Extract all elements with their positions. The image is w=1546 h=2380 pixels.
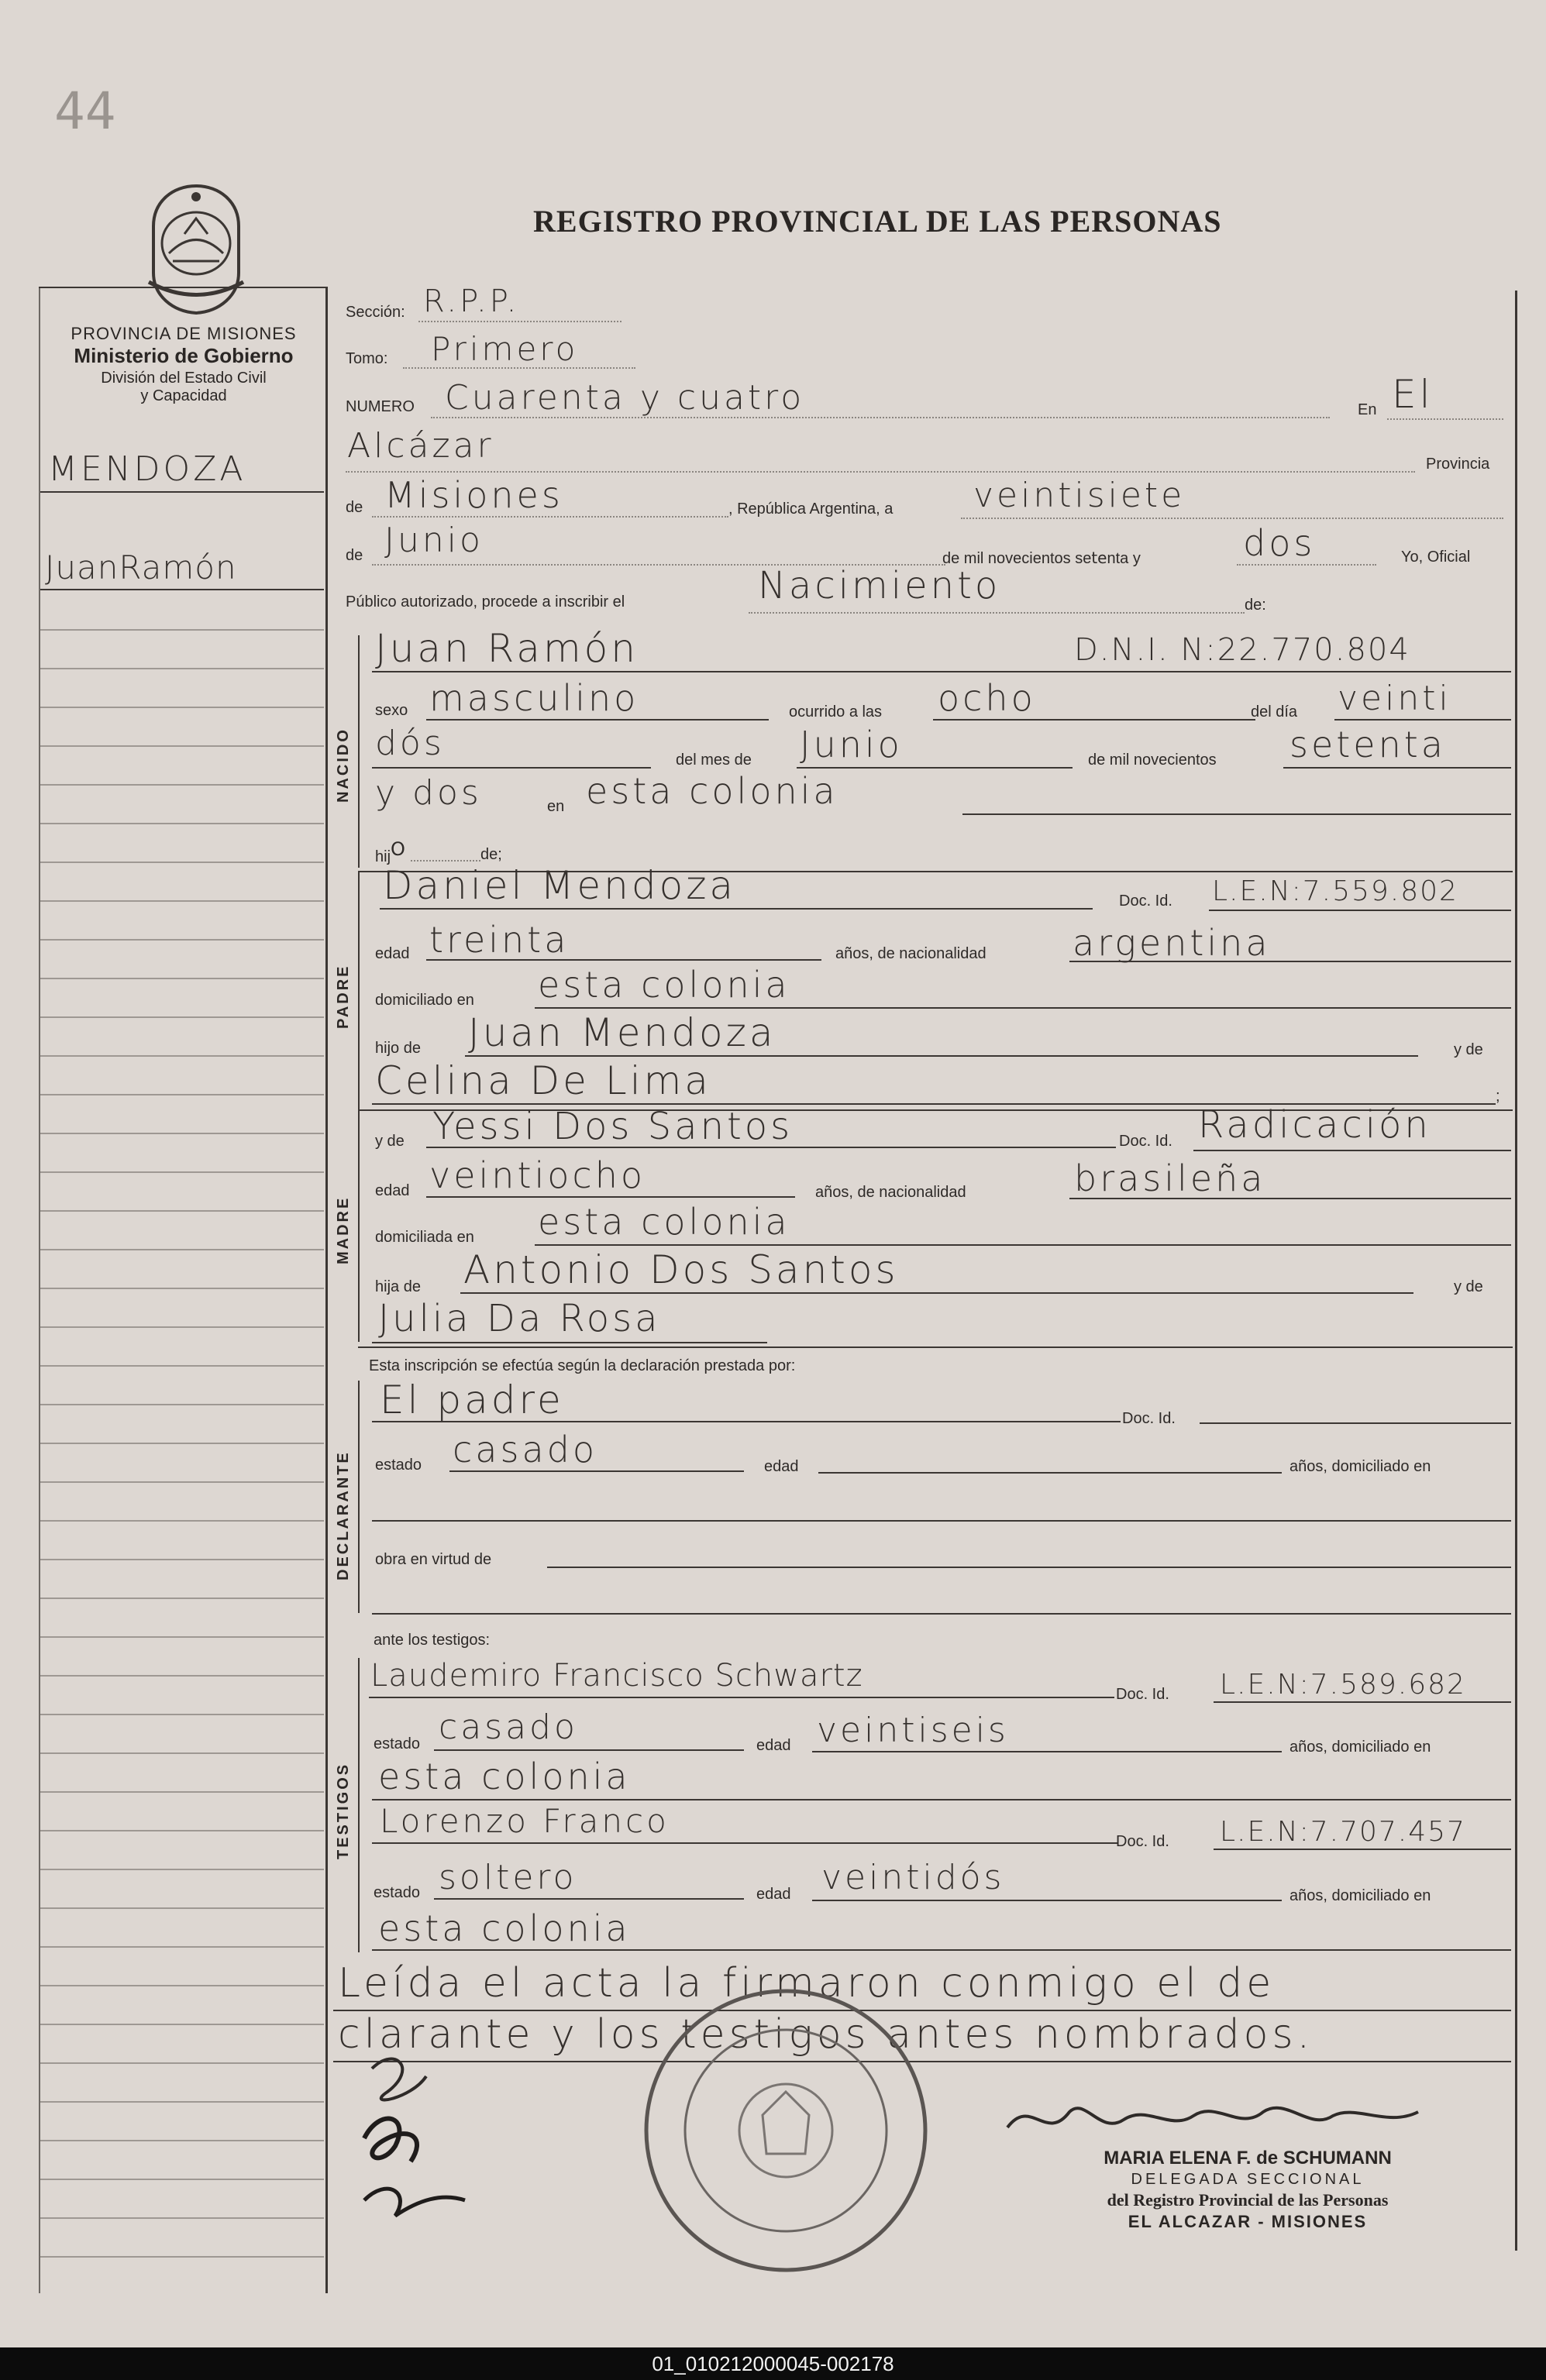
lugar-nac-rule (962, 813, 1511, 815)
margin-rule (40, 900, 324, 902)
hijo-de-label: de; (480, 846, 502, 863)
margin-surname-rule (40, 491, 324, 493)
testigo1-doc-rule (1214, 1701, 1511, 1703)
margin-rule (40, 2140, 324, 2141)
testigos-section-label: TESTIGOS (335, 1762, 352, 1859)
madre-section-label: MADRE (335, 1195, 352, 1264)
dia-nac-a: veinti (1338, 679, 1451, 718)
margin-rule (40, 2179, 324, 2180)
margin-rule (40, 707, 324, 708)
madre-doc-rule (1193, 1150, 1511, 1151)
declarante-estado-rule (449, 1470, 744, 1472)
testigo2-estado-label: estado (374, 1884, 421, 1901)
mes-label: del mes de (676, 751, 752, 769)
margin-rule (40, 1946, 324, 1948)
de2-label: de (346, 547, 363, 564)
declarante-bracket (358, 1381, 360, 1613)
hora-value: ocho (938, 677, 1036, 719)
testigo2-edad-label: edad (756, 1886, 791, 1903)
nacido-dni: D.N.I. N:22.770.804 (1074, 632, 1410, 668)
margin-rule (40, 1443, 324, 1444)
declarante-top-rule (358, 1346, 1513, 1348)
margin-rule (40, 1636, 324, 1638)
margin-rule (40, 1288, 324, 1289)
madre-doc: Radicación (1198, 1103, 1431, 1147)
anio-dots (1237, 564, 1376, 566)
declarante-section-label: DECLARANTE (335, 1450, 352, 1580)
margin-rule (40, 2101, 324, 2103)
mes-nac: Junio (800, 724, 903, 765)
margin-rule (40, 1752, 324, 1754)
right-frame-line (1515, 291, 1517, 2251)
ocurrido-label: ocurrido a las (789, 703, 883, 721)
margin-rule (40, 1404, 324, 1405)
mes-nac-rule (797, 767, 1073, 769)
padre-doc-label: Doc. Id. (1119, 892, 1172, 910)
madre-padre-de: Antonio Dos Santos (463, 1247, 899, 1292)
madre-y-de2-label: y de (1454, 1278, 1483, 1295)
testigo2-doc-rule (1214, 1849, 1511, 1850)
madre-edad-rule (426, 1196, 795, 1198)
declarante-intro: Esta inscripción se efectúa según la declaración prestada por: (369, 1357, 796, 1374)
margin-rule (40, 784, 324, 786)
margin-rule (40, 2217, 324, 2219)
signer-place: EL ALCAZAR - MISIONES (1128, 2212, 1368, 2231)
delegate-signature-icon (1000, 2089, 1434, 2151)
acto-value: Nacimiento (758, 564, 1001, 607)
anio-nac-label: de mil novecientos (1088, 751, 1217, 769)
testigo2-nombre-rule (372, 1842, 1117, 1844)
padre-nombre: Daniel Mendoza (383, 863, 737, 908)
declarante-nombre-rule (372, 1421, 1121, 1422)
madre-nac-label: años, de nacionalidad (815, 1184, 966, 1201)
sidebar-border (325, 287, 328, 2293)
dia-a-rule (1334, 719, 1511, 721)
margin-rule (40, 1791, 324, 1793)
margin-rule (40, 823, 324, 824)
declarante-nombre: El padre (380, 1377, 564, 1422)
madre-hija-rule (460, 1292, 1413, 1294)
anio-label-a: de mil novecientos se (942, 550, 1092, 567)
signer-title: DELEGADA SECCIONAL (1131, 2171, 1365, 2188)
testigo2-estado: soltero (439, 1858, 577, 1897)
margin-rule (40, 1094, 324, 1095)
padre-edad-rule (426, 959, 821, 961)
madre-nac-rule (1069, 1198, 1511, 1199)
padre-hijo-label: hijo de (375, 1040, 421, 1057)
anio-nac-b: y dos (375, 773, 482, 813)
testigo1-nombre-rule (369, 1697, 1114, 1698)
margin-rule (40, 1133, 324, 1134)
margin-rule (40, 629, 324, 631)
testigo2-edad-rule (812, 1900, 1282, 1901)
sexo-value: masculino (429, 677, 639, 719)
declarante-obra-label: obra en virtud de (375, 1551, 492, 1568)
testigo2-doc-label: Doc. Id. (1116, 1833, 1169, 1850)
sidebar-ministry: Ministerio de Gobierno (74, 344, 294, 367)
madre-doc-label: Doc. Id. (1119, 1133, 1172, 1150)
lugar-dots (346, 471, 1415, 473)
sidebar-province: PROVINCIA DE MISIONES (71, 324, 297, 343)
padre-nombre-rule (380, 908, 1093, 910)
padre-bracket (358, 871, 360, 1134)
seccion-value: R.P.P. (423, 284, 520, 319)
nacido-lugar: esta colonia (586, 770, 838, 812)
acto-dots (749, 612, 1245, 614)
anio-label-b: nta y (1107, 550, 1141, 567)
declarante-anios-label: años, domiciliado en (1289, 1458, 1431, 1475)
testigo2-estado-rule (434, 1898, 744, 1900)
declarante-domicilio-rule (372, 1520, 1511, 1522)
testigos-intro: ante los testigos: (374, 1632, 491, 1649)
madre-nombre: Yessi Dos Santos (432, 1105, 794, 1148)
margin-rule (40, 1016, 324, 1018)
seccion-label: Sección: (346, 304, 405, 321)
madre-dom-rule (535, 1244, 1511, 1246)
testigo2-nombre: Lorenzo Franco (380, 1802, 670, 1840)
nacido-section-label: NACIDO (335, 727, 352, 803)
margin-rule (40, 1249, 324, 1250)
madre-madre-de-rule (372, 1342, 767, 1343)
testigo1-doc-label: Doc. Id. (1116, 1686, 1169, 1703)
margin-rule (40, 1210, 324, 1212)
sidebar-capacity: y Capacidad (140, 387, 227, 404)
closing-line2: clarante y los testigos antes nombrados. (338, 2011, 1314, 2058)
dia-dots (961, 518, 1503, 519)
testigo1-edad-rule (812, 1751, 1282, 1752)
margin-given-names: JuanRamón (45, 549, 237, 586)
margin-rule (40, 2024, 324, 2025)
margin-rule (40, 1830, 324, 1831)
sexo-label: sexo (375, 702, 408, 719)
margin-rule (40, 1365, 324, 1367)
margin-given-rule (40, 589, 324, 590)
signer-office: del Registro Provincial de las Personas (1107, 2190, 1389, 2210)
testigo2-edad: veintidós (821, 1858, 1005, 1897)
margin-rule (40, 862, 324, 863)
nacido-nombre-rule (372, 671, 1511, 672)
declarante-doc-rule (1200, 1422, 1511, 1424)
anio-value: dos (1243, 522, 1316, 564)
margin-rule (40, 1481, 324, 1483)
testigo2-doc: L.E.N:7.707.457 (1220, 1816, 1466, 1848)
testigo2-anios-label: años, domiciliado en (1289, 1887, 1431, 1904)
publico-label: Público autorizado, procede a inscribir el (346, 593, 625, 610)
signer-name: MARIA ELENA F. de SCHUMANN (1104, 2148, 1392, 2168)
testigo1-domicilio-rule (372, 1799, 1511, 1800)
padre-nac-label: años, de nacionalidad (835, 945, 986, 962)
mes-value: Junio (384, 521, 484, 560)
margin-surname: MENDOZA (48, 449, 246, 489)
anio-nac-a: setenta (1289, 724, 1446, 765)
margin-rule (40, 1714, 324, 1715)
numero-value: Cuarenta y cuatro (445, 378, 805, 418)
margin-rule (40, 1055, 324, 1057)
declarante-estado: casado (453, 1429, 597, 1470)
provincia-value: Misiones (384, 474, 563, 516)
republica-label: , República Argentina, a (728, 500, 894, 518)
declarante-obra-rule (547, 1567, 1511, 1568)
numero-label: NUMERO (346, 398, 415, 415)
page-number: 44 (54, 81, 116, 141)
padre-doc: L.E.N:7.559.802 (1212, 875, 1458, 907)
left-edge-line (39, 287, 40, 2293)
testigo2-domicilio: esta colonia (378, 1907, 631, 1949)
margin-rule (40, 1171, 324, 1173)
declarante-doc-label: Doc. Id. (1122, 1410, 1176, 1427)
margin-rule (40, 1675, 324, 1677)
padre-nac-rule (1069, 961, 1511, 962)
madre-madre-de: Julia Da Rosa (378, 1297, 661, 1340)
de3-label: de: (1245, 597, 1266, 614)
testigo1-estado-label: estado (374, 1735, 421, 1752)
margin-rule (40, 1985, 324, 1986)
provincia-label: Provincia (1426, 456, 1490, 473)
testigo1-estado: casado (439, 1708, 578, 1747)
testigo1-edad: veintiseis (817, 1711, 1009, 1750)
margin-rule (40, 1598, 324, 1599)
testigo1-estado-rule (434, 1749, 744, 1751)
padre-y-de-label: y de (1454, 1041, 1483, 1058)
madre-hija-label: hija de (375, 1278, 421, 1295)
anio-a-rule (1283, 767, 1511, 769)
testigo1-nombre: Laudemiro Francisco Schwartz (370, 1658, 863, 1694)
margin-rule (40, 745, 324, 747)
signature-block (1031, 2148, 1465, 2232)
testigo2-domicilio-rule (372, 1949, 1511, 1951)
oficial-label: Yo, Oficial (1401, 549, 1471, 566)
madre-domicilio: esta colonia (538, 1201, 790, 1243)
nacido-bracket (358, 635, 360, 868)
dia-nac-b: dós (375, 724, 445, 763)
hora-rule (933, 719, 1255, 721)
seccion-dots (418, 321, 621, 322)
madre-nacionalidad: brasileña (1074, 1157, 1266, 1199)
declarante-edad-label: edad (764, 1458, 799, 1475)
madre-nombre-rule (426, 1147, 1116, 1148)
declarante-obra-rule2 (372, 1613, 1511, 1615)
dia-label: del día (1251, 703, 1298, 721)
hijo-dots (411, 860, 480, 862)
declarante-edad-rule (818, 1472, 1282, 1474)
sexo-rule (426, 719, 769, 721)
witness-signatures-icon (341, 2038, 504, 2224)
testigos-bracket (358, 1658, 360, 1952)
sidebar-top-rule (39, 287, 327, 288)
padre-padre-de: Juan Mendoza (468, 1010, 776, 1055)
margin-rule (40, 939, 324, 941)
anio-label-fix: te (1091, 549, 1107, 567)
en-value: El (1392, 372, 1434, 417)
madre-edad-label: edad (375, 1182, 410, 1199)
hijo-label-a: hij (375, 848, 391, 865)
padre-doc-rule (1209, 910, 1511, 911)
lugar-en-label: en (547, 798, 565, 815)
document-title: REGISTRO PROVINCIAL DE LAS PERSONAS (533, 204, 1222, 239)
madre-edad: veintiocho (429, 1154, 646, 1196)
padre-edad-label: edad (375, 945, 410, 962)
tomo-label: Tomo: (346, 350, 388, 367)
en-dots (1387, 418, 1503, 420)
margin-rule (40, 2062, 324, 2064)
madre-dom-label: domiciliada en (375, 1229, 474, 1246)
sidebar-division: División del Estado Civil (101, 370, 267, 387)
margin-rule (40, 978, 324, 979)
margin-rule (40, 1869, 324, 1870)
padre-domicilio: esta colonia (538, 964, 790, 1006)
padre-section-label: PADRE (335, 964, 352, 1029)
declarante-estado-label: estado (375, 1457, 422, 1474)
testigo1-anios-label: años, domiciliado en (1289, 1739, 1431, 1756)
hijo-suffix: O (391, 838, 405, 860)
official-seal-icon (639, 1983, 933, 2278)
margin-rule (40, 1520, 324, 1522)
provincia-dots (372, 516, 728, 518)
nacido-nombre: Juan Ramón (375, 626, 639, 671)
sidebar-header (40, 324, 327, 405)
padre-dom-rule (535, 1007, 1511, 1009)
padre-nacionalidad: argentina (1073, 922, 1271, 964)
margin-rule (40, 2256, 324, 2258)
testigo1-domicilio: esta colonia (378, 1756, 631, 1797)
padre-end-semicolon: ; (1496, 1088, 1500, 1105)
tomo-dots (403, 367, 635, 369)
coat-of-arms-icon (138, 180, 254, 319)
testigo1-doc: L.E.N:7.589.682 (1220, 1669, 1466, 1701)
numero-dots (431, 417, 1330, 418)
padre-edad: treinta (429, 919, 570, 961)
padre-hijo-rule (465, 1055, 1418, 1057)
de-label: de (346, 499, 363, 516)
lugar-value: Alcázar (347, 426, 494, 466)
en-label: En (1358, 401, 1377, 418)
padre-madre-de: Celina De Lima (375, 1058, 711, 1103)
footer-id: 01_010212000045-002178 (0, 2347, 1546, 2380)
margin-rule (40, 1326, 324, 1328)
dia-b-rule (372, 767, 651, 769)
margin-rule (40, 668, 324, 669)
testigo1-edad-label: edad (756, 1737, 791, 1754)
dia-value: veintisiete (973, 476, 1186, 515)
tomo-value: Primero (431, 330, 579, 368)
madre-bracket (358, 1109, 360, 1342)
madre-y-de-label: y de (375, 1133, 405, 1150)
closing-line1: Leída el acta la firmaron conmigo el de (338, 1960, 1276, 2007)
padre-dom-label: domiciliado en (375, 992, 474, 1009)
margin-rule (40, 1907, 324, 1909)
margin-rule (40, 1559, 324, 1560)
